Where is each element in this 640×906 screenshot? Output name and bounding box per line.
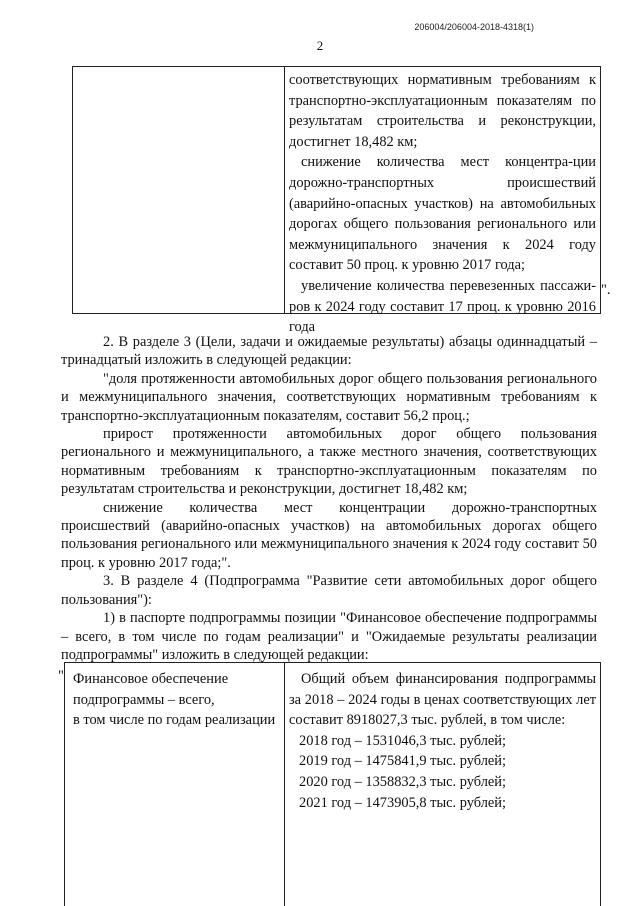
cell-paragraph: снижение количества мест концентра-ции дорожно-транспортных происшествий (аварийно-опасных участков) на автомобильных дорогах общего пользования регионального или межмуниципального значения к 2024 году составит 50 проц. к уровню 2017 года; — [289, 154, 596, 274]
table-right-cell — [289, 669, 596, 813]
cell-paragraph: увеличение количества перевезенных пассажи-ров к 2024 году составит 17 проц. к уровню 2016 года — [289, 277, 596, 336]
paragraph: 3. В разделе 4 (Подпрограмма "Развитие сети автомобильных дорог общего пользования"): — [61, 573, 597, 608]
financing-intro: Общий объем финансирования подпрограммы за 2018 – 2024 годы в ценах соответствующих лет составит 8918027,3 тыс. рублей, в том числе: — [289, 671, 596, 729]
year-amount: 2019 год – 1475841,9 тыс. рублей; — [299, 753, 506, 770]
table-column-divider — [284, 663, 285, 906]
passport-table-continuation — [72, 66, 601, 336]
year-amount: 2021 год – 1473905,8 тыс. рублей; — [299, 794, 506, 811]
left-line: в том числе по годам реализации — [73, 712, 276, 729]
paragraph: "доля протяженности автомобильных дорог общего пользования регионального и межмуниципального значения, соответствующих нормативным требованиям к транспортно-эксплуатационным показателям, составит 56,2 проц.; — [61, 370, 597, 424]
financing-table — [64, 662, 601, 906]
table-left-cell — [73, 669, 283, 731]
table-column-divider — [284, 67, 285, 313]
document-reference: 206004/206004-2018-4318(1) — [414, 22, 534, 32]
closing-quote: ". — [601, 282, 611, 298]
cell-paragraph: соответствующих нормативным требованиям к транспортно-эксплуатационным показателям по результатам строительства и реконструкции, достигнет 18,482 км; — [289, 72, 596, 150]
opening-quote: " — [58, 668, 64, 684]
paragraph: 2. В разделе 3 (Цели, задачи и ожидаемые результаты) абзацы одиннадцатый – тринадцатый изложить в следующей редакции: — [61, 334, 597, 369]
page-number: 2 — [316, 38, 324, 53]
body-text — [61, 333, 597, 664]
paragraph: прирост протяженности автомобильных дорог общего пользования регионального и межмуниципального, а также местного значения, соответствующих нормативным требованиям к транспортно-эксплуатационным показателям по результатам строительства и реконструкции, достигнет 18,482 км; — [61, 426, 597, 498]
table-right-cell — [289, 70, 596, 338]
year-amount: 2018 год – 1531046,3 тыс. рублей; — [299, 732, 506, 749]
left-line: Финансовое обеспечение — [73, 671, 229, 687]
paragraph: 1) в паспорте подпрограммы позиции "Финансовое обеспечение подпрограммы – всего, в том числе по годам реализации" и "Ожидаемые результаты реализации подпрограммы" изложить в следующей редакции: — [61, 610, 597, 663]
year-amount: 2020 год – 1358832,3 тыс. рублей; — [299, 773, 506, 790]
left-line: подпрограммы – всего, — [73, 691, 215, 708]
paragraph: снижение количества мест концентрации дорожно-транспортных происшествий (аварийно-опасных участков) на автомобильных дорогах общего пользования регионального или межмуниципального значения к 2024 году составит 50 проц. к уровню 2017 года;". — [61, 499, 597, 571]
